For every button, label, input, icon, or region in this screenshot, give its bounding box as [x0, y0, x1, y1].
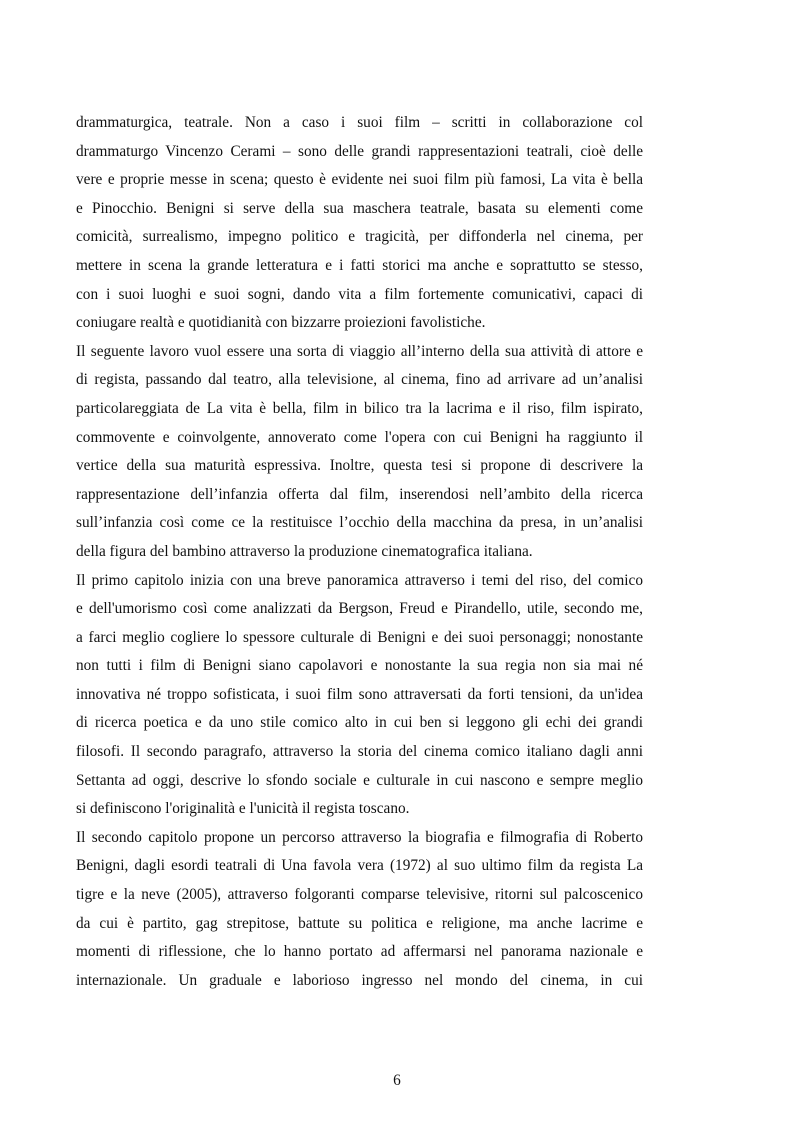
- text-line: innovativa né troppo sofisticata, i suoi film sono attraversati da forti tensioni, da un'idea: [76, 685, 643, 703]
- text-line: rappresentazione dell’infanzia offerta dal film, inserendosi nell’ambito della ricerca: [76, 485, 643, 503]
- text-line: e Pinocchio. Benigni si serve della sua maschera teatrale, basata su elementi come: [76, 199, 643, 217]
- text-line: non tutti i film di Benigni siano capolavori e nonostante la sua regia non sia mai né: [76, 657, 643, 675]
- text-line: particolareggiata de La vita è bella, film in bilico tra la lacrima e il riso, film ispirato,: [76, 399, 643, 417]
- text-line: mettere in scena la grande letteratura e i fatti storici ma anche e soprattutto se stesso,: [76, 256, 643, 274]
- text-line: della figura del bambino attraverso la produzione cinematografica italiana.: [76, 542, 533, 560]
- text-line: con i suoi luoghi e suoi sogni, dando vita a film fortemente comunicativi, capaci di: [76, 285, 643, 303]
- text-line: commovente e coinvolgente, annoverato come l'opera con cui Benigni ha raggiunto il: [76, 428, 643, 446]
- text-line: coniugare realtà e quotidianità con bizzarre proiezioni favolistiche.: [76, 314, 486, 332]
- text-line: Settanta ad oggi, descrive lo sfondo sociale e culturale in cui nascono e sempre meglio: [76, 771, 643, 789]
- text-line: momenti di riflessione, che lo hanno portato ad affermarsi nel panorama nazionale e: [76, 943, 643, 961]
- text-line: Il primo capitolo inizia con una breve panoramica attraverso i temi del riso, del comico: [76, 571, 643, 589]
- paragraph: [76, 567, 643, 824]
- text-line: e dell'umorismo così come analizzati da Bergson, Freud e Pirandello, utile, secondo me,: [76, 600, 643, 618]
- text-line: internazionale. Un graduale e laborioso ingresso nel mondo del cinema, in cui: [76, 971, 643, 989]
- text-line: filosofi. Il secondo paragrafo, attraverso la storia del cinema comico italiano dagli anni: [76, 743, 643, 761]
- page-number: 6: [393, 1072, 401, 1089]
- paragraph: [76, 109, 643, 338]
- paragraph: [76, 824, 643, 996]
- text-line: si definiscono l'originalità e l'unicità il regista toscano.: [76, 800, 410, 818]
- text-line: da cui è partito, gag strepitose, battute su politica e religione, ma anche lacrime e: [76, 914, 643, 932]
- paragraph: [76, 338, 643, 567]
- text-line: tigre e la neve (2005), attraverso folgoranti comparse televisive, ritorni sul palcoscenico: [76, 886, 643, 904]
- text-line: drammaturgo Vincenzo Cerami – sono delle grandi rappresentazioni teatrali, cioè delle: [76, 142, 643, 160]
- text-line: comicità, surrealismo, impegno politico e tragicità, per diffonderla nel cinema, per: [76, 228, 643, 246]
- text-line: Il seguente lavoro vuol essere una sorta di viaggio all’interno della sua attività di attore e: [76, 342, 643, 360]
- text-line: drammaturgica, teatrale. Non a caso i suoi film – scritti in collaborazione col: [76, 114, 643, 131]
- text-line: vere e proprie messe in scena; questo è evidente nei suoi film più famosi, La vita è bella: [76, 171, 643, 189]
- text-line: di regista, passando dal teatro, alla televisione, al cinema, fino ad arrivare ad un’analisi: [76, 371, 643, 389]
- text-line: a farci meglio cogliere lo spessore culturale di Benigni e dei suoi personaggi; nonostante: [76, 628, 643, 646]
- body-text: [76, 109, 643, 995]
- text-line: sull’infanzia così come ce la restituisce l’occhio della macchina da presa, in un’analisi: [76, 514, 643, 532]
- text-line: vertice della sua maturità espressiva. Inoltre, questa tesi si propone di descrivere la: [76, 457, 643, 475]
- text-line: di ricerca poetica e da uno stile comico alto in cui ben si leggono gli echi dei grandi: [76, 714, 643, 732]
- text-line: Il secondo capitolo propone un percorso attraverso la biografia e filmografia di Roberto: [76, 828, 643, 846]
- text-line: Benigni, dagli esordi teatrali di Una favola vera (1972) al suo ultimo film da regista La: [76, 857, 643, 875]
